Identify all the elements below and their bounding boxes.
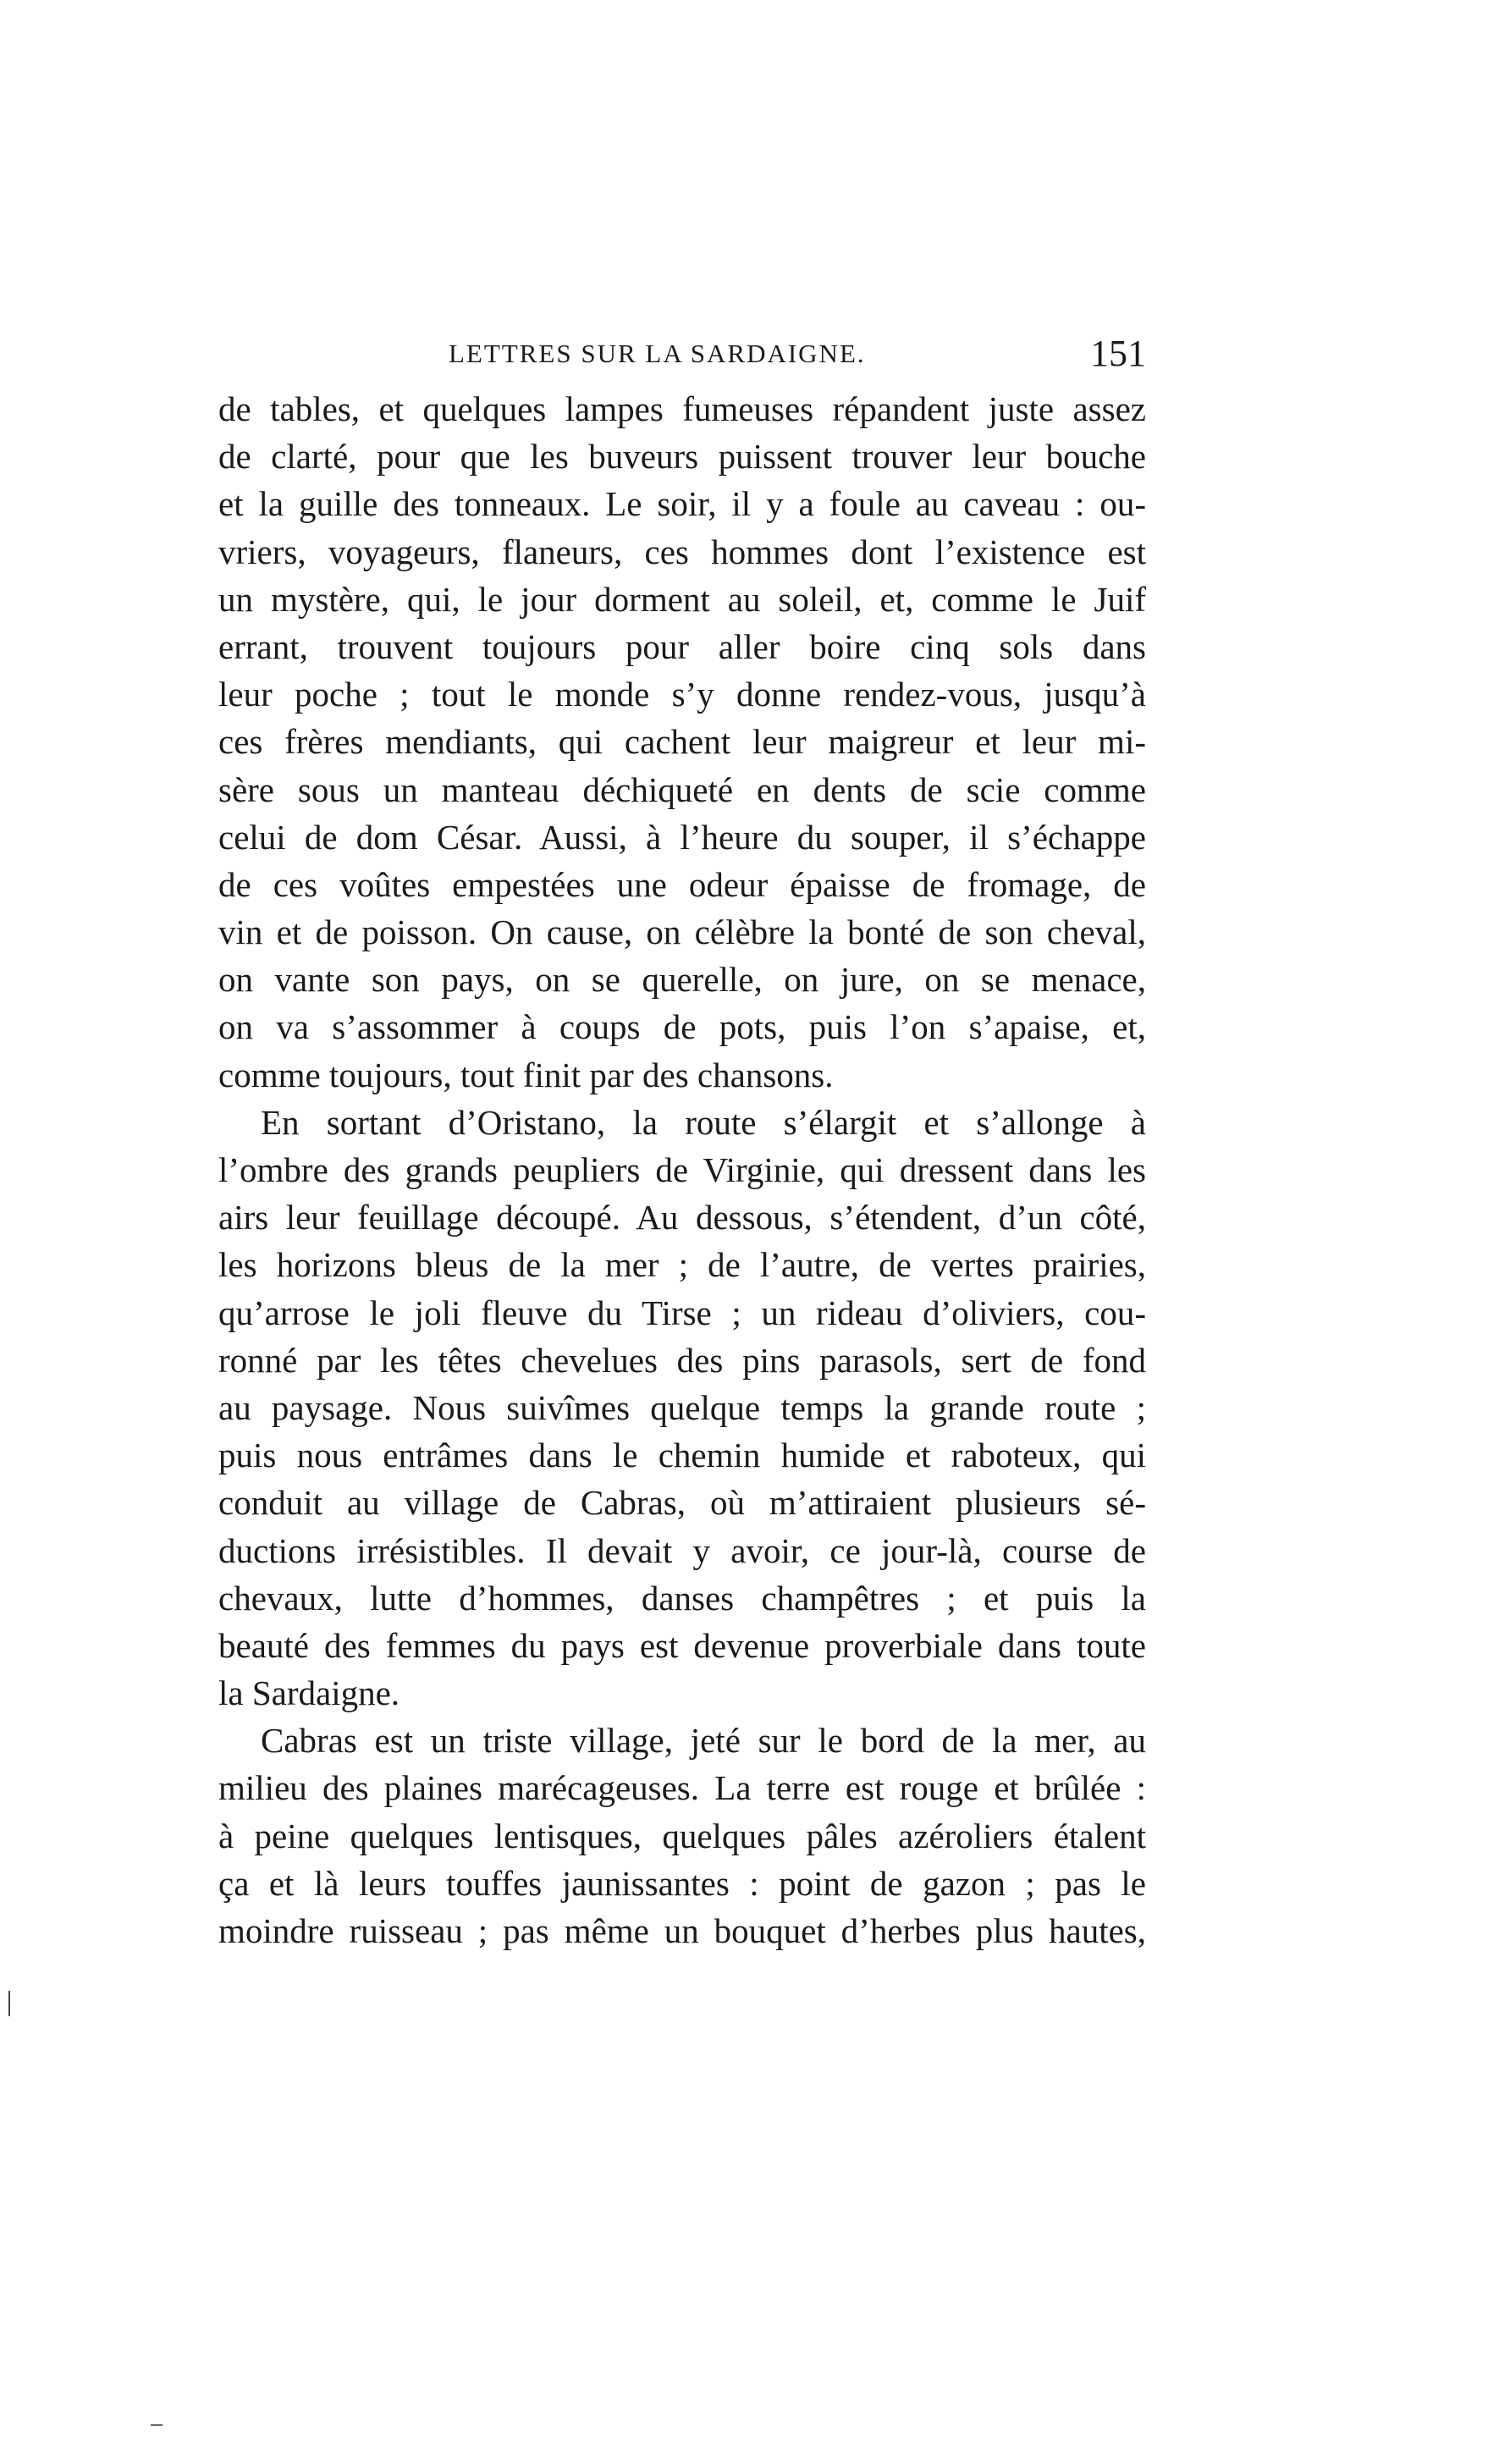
page-number: 151 <box>1090 333 1146 374</box>
text-line: ronné par les têtes chevelues des pins parasols, sert de fond <box>218 1340 1146 1380</box>
text-line: de tables, et quelques lampes fumeuses répandent juste assez <box>218 389 1146 428</box>
text-line: on vante son pays, on se querelle, on jure, on se menace, <box>218 960 1146 1000</box>
text-line: ça et là leurs touffes jaunissantes : point de gazon ; pas le <box>218 1863 1146 1903</box>
text-line: comme toujours, tout finit par des chansons. <box>218 1055 834 1094</box>
text-line: de ces voûtes empestées une odeur épaisse de fromage, de <box>218 864 1146 904</box>
text-line: à peine quelques lentisques, quelques pâles azéroliers étalent <box>218 1816 1146 1855</box>
text-line: ductions irrésistibles. Il devait y avoir, ce jour-là, course de <box>218 1530 1146 1570</box>
text-line: milieu des plaines marécageuses. La terre est rouge et brûlée : <box>218 1768 1146 1808</box>
text-line: airs leur feuillage découpé. Au dessous, s’étendent, d’un côté, <box>218 1198 1146 1238</box>
body-text <box>218 385 1146 1954</box>
text-line: de clarté, pour que les buveurs puissent trouver leur bouche <box>218 437 1146 477</box>
text-line: moindre ruisseau ; pas même un bouquet d’herbes plus hautes, <box>218 1911 1146 1950</box>
text-line: conduit au village de Cabras, où m’attiraient plusieurs sé- <box>218 1483 1146 1523</box>
text-line: beauté des femmes du pays est devenue proverbiale dans toute <box>218 1625 1146 1665</box>
text-line: celui de dom César. Aussi, à l’heure du souper, il s’échappe <box>218 817 1146 857</box>
text-line: vriers, voyageurs, flaneurs, ces hommes dont l’existence est <box>218 532 1146 571</box>
text-line: au paysage. Nous suivîmes quelque temps la grande route ; <box>218 1387 1146 1427</box>
text-line: vin et de poisson. On cause, on célèbre la bonté de son cheval, <box>218 912 1146 952</box>
text-line: qu’arrose le joli fleuve du Tirse ; un rideau d’oliviers, cou- <box>218 1293 1146 1332</box>
text-line: et la guille des tonneaux. Le soir, il y a foule au caveau : ou- <box>218 484 1146 524</box>
text-line: leur poche ; tout le monde s’y donne rendez-vous, jusqu’à <box>218 675 1146 714</box>
running-head <box>218 332 1146 383</box>
text-line: l’ombre des grands peupliers de Virginie, qui dressent dans les <box>218 1150 1146 1189</box>
text-line: ces frères mendiants, qui cachent leur maigreur et leur mi- <box>218 722 1146 762</box>
text-line: Cabras est un triste village, jeté sur le bord de la mer, au <box>261 1721 1146 1761</box>
text-line: errant, trouvent toujours pour aller boire cinq sols dans <box>218 626 1146 666</box>
text-line: puis nous entrâmes dans le chemin humide et raboteux, qui <box>218 1436 1146 1475</box>
text-line: on va s’assommer à coups de pots, puis l’on s’apaise, et, <box>218 1007 1146 1047</box>
text-line: sère sous un manteau déchiqueté en dents de scie comme <box>218 769 1146 809</box>
text-line: un mystère, qui, le jour dorment au soleil, et, comme le Juif <box>218 579 1146 619</box>
text-line: les horizons bleus de la mer ; de l’autre, de vertes prairies, <box>218 1245 1146 1285</box>
text-line: la Sardaigne. <box>218 1673 400 1713</box>
scan-margin-mark <box>8 1991 10 2016</box>
running-title: LETTRES SUR LA SARDAIGNE. <box>449 339 866 368</box>
scan-margin-mark <box>151 2424 163 2426</box>
text-line: En sortant d’Oristano, la route s’élargit et s’allonge à <box>261 1102 1146 1142</box>
text-line: chevaux, lutte d’hommes, danses champêtres ; et puis la <box>218 1578 1146 1618</box>
